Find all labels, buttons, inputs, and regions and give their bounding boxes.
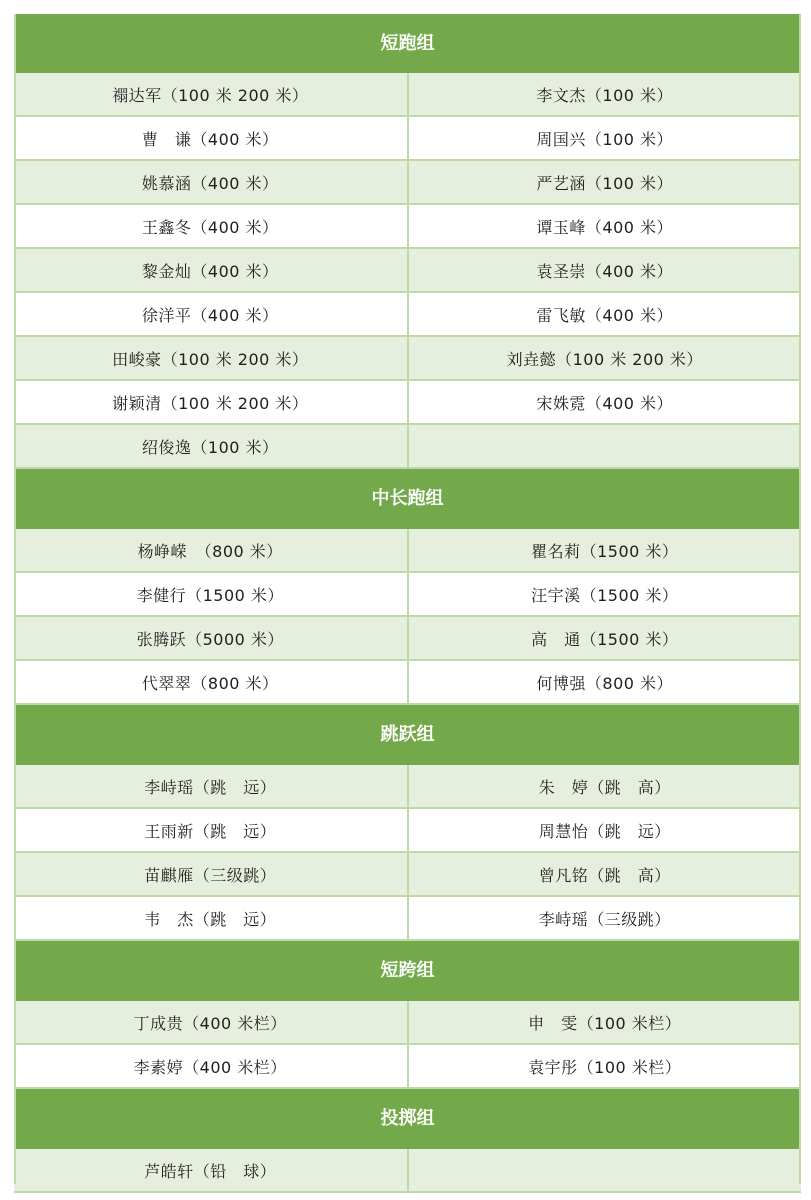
athlete-cell-right: 谭玉峰（400 米）	[407, 205, 802, 247]
table-row	[14, 161, 801, 205]
group-header: 投掷组	[14, 1089, 801, 1149]
athlete-cell-right: 刘垚懿（100 米 200 米）	[407, 337, 802, 379]
athlete-cell-right: 瞿名莉（1500 米）	[407, 529, 802, 571]
roster-table	[14, 14, 801, 1193]
athlete-cell-left: 李健行（1500 米）	[136, 585, 284, 605]
group-section	[14, 469, 801, 705]
group-section	[14, 14, 801, 469]
table-row	[14, 249, 801, 293]
athlete-cell-right	[407, 1149, 802, 1191]
athlete-cell-left: 曹 谦（400 米）	[141, 129, 279, 149]
athlete-cell-right: 周国兴（100 米）	[407, 117, 802, 159]
group-section	[14, 1089, 801, 1193]
table-row	[14, 809, 801, 853]
group-header: 短跑组	[14, 14, 801, 73]
table-row	[14, 573, 801, 617]
athlete-cell-left: 杨峥嵘 （800 米）	[137, 541, 283, 561]
table-row	[14, 337, 801, 381]
table-row	[14, 293, 801, 337]
table-row	[14, 617, 801, 661]
athlete-cell-left: 王雨新（跳 远）	[144, 821, 277, 841]
table-row	[14, 765, 801, 809]
athlete-cell-right: 李文杰（100 米）	[407, 73, 802, 115]
table-row	[14, 529, 801, 573]
table-row	[14, 661, 801, 705]
table-row	[14, 425, 801, 469]
athlete-cell-right: 严艺涵（100 米）	[407, 161, 802, 203]
athlete-cell-left: 徐洋平（400 米）	[141, 305, 279, 325]
athlete-cell-left: 芦皓轩（铅 球）	[144, 1161, 277, 1181]
table-row	[14, 381, 801, 425]
table-row	[14, 1001, 801, 1045]
athlete-cell-left: 禤达军（100 米 200 米）	[112, 85, 309, 105]
athlete-cell-right: 袁圣崇（400 米）	[407, 249, 802, 291]
table-row	[14, 853, 801, 897]
athlete-cell-left: 韦 杰（跳 远）	[144, 909, 277, 929]
athlete-cell-left: 绍俊逸（100 米）	[141, 437, 279, 457]
table-row	[14, 205, 801, 249]
athlete-cell-right: 汪宇溪（1500 米）	[407, 573, 802, 615]
athlete-cell-right: 周慧怡（跳 远）	[407, 809, 802, 851]
athlete-cell-right: 何博强（800 米）	[407, 661, 802, 703]
athlete-cell-right	[407, 425, 802, 467]
table-row	[14, 1149, 801, 1193]
athlete-cell-right: 朱 婷（跳 高）	[407, 765, 802, 807]
athlete-cell-right: 宋姝霓（400 米）	[407, 381, 802, 423]
group-section	[14, 705, 801, 941]
group-header: 中长跑组	[14, 469, 801, 529]
group-section	[14, 941, 801, 1089]
group-header: 短跨组	[14, 941, 801, 1001]
table-row	[14, 117, 801, 161]
athlete-cell-right: 李峙瑶（三级跳）	[407, 897, 802, 939]
athlete-cell-left: 李峙瑶（跳 远）	[144, 777, 277, 797]
athlete-cell-right: 申 雯（100 米栏）	[407, 1001, 802, 1043]
athlete-cell-left: 王鑫冬（400 米）	[141, 217, 279, 237]
athlete-cell-left: 李素婷（400 米栏）	[133, 1057, 287, 1077]
athlete-cell-left: 苗麒雁（三级跳）	[144, 865, 277, 885]
athlete-cell-left: 张腾跃（5000 米）	[136, 629, 284, 649]
athlete-cell-left: 代翠翠（800 米）	[141, 673, 279, 693]
table-row	[14, 73, 801, 117]
table-row	[14, 897, 801, 941]
table-row	[14, 1045, 801, 1089]
athlete-cell-left: 黎金灿（400 米）	[141, 261, 279, 281]
athlete-cell-right: 曾凡铭（跳 高）	[407, 853, 802, 895]
athlete-cell-right: 高 通（1500 米）	[407, 617, 802, 659]
athlete-cell-left: 田峻豪（100 米 200 米）	[112, 349, 309, 369]
athlete-cell-left: 丁成贵（400 米栏）	[133, 1013, 287, 1033]
group-header: 跳跃组	[14, 705, 801, 765]
athlete-cell-right: 雷飞敏（400 米）	[407, 293, 802, 335]
athlete-cell-left: 谢颖清（100 米 200 米）	[112, 393, 309, 413]
athlete-cell-left: 姚慕涵（400 米）	[141, 173, 279, 193]
athlete-cell-right: 袁宇彤（100 米栏）	[407, 1045, 802, 1087]
